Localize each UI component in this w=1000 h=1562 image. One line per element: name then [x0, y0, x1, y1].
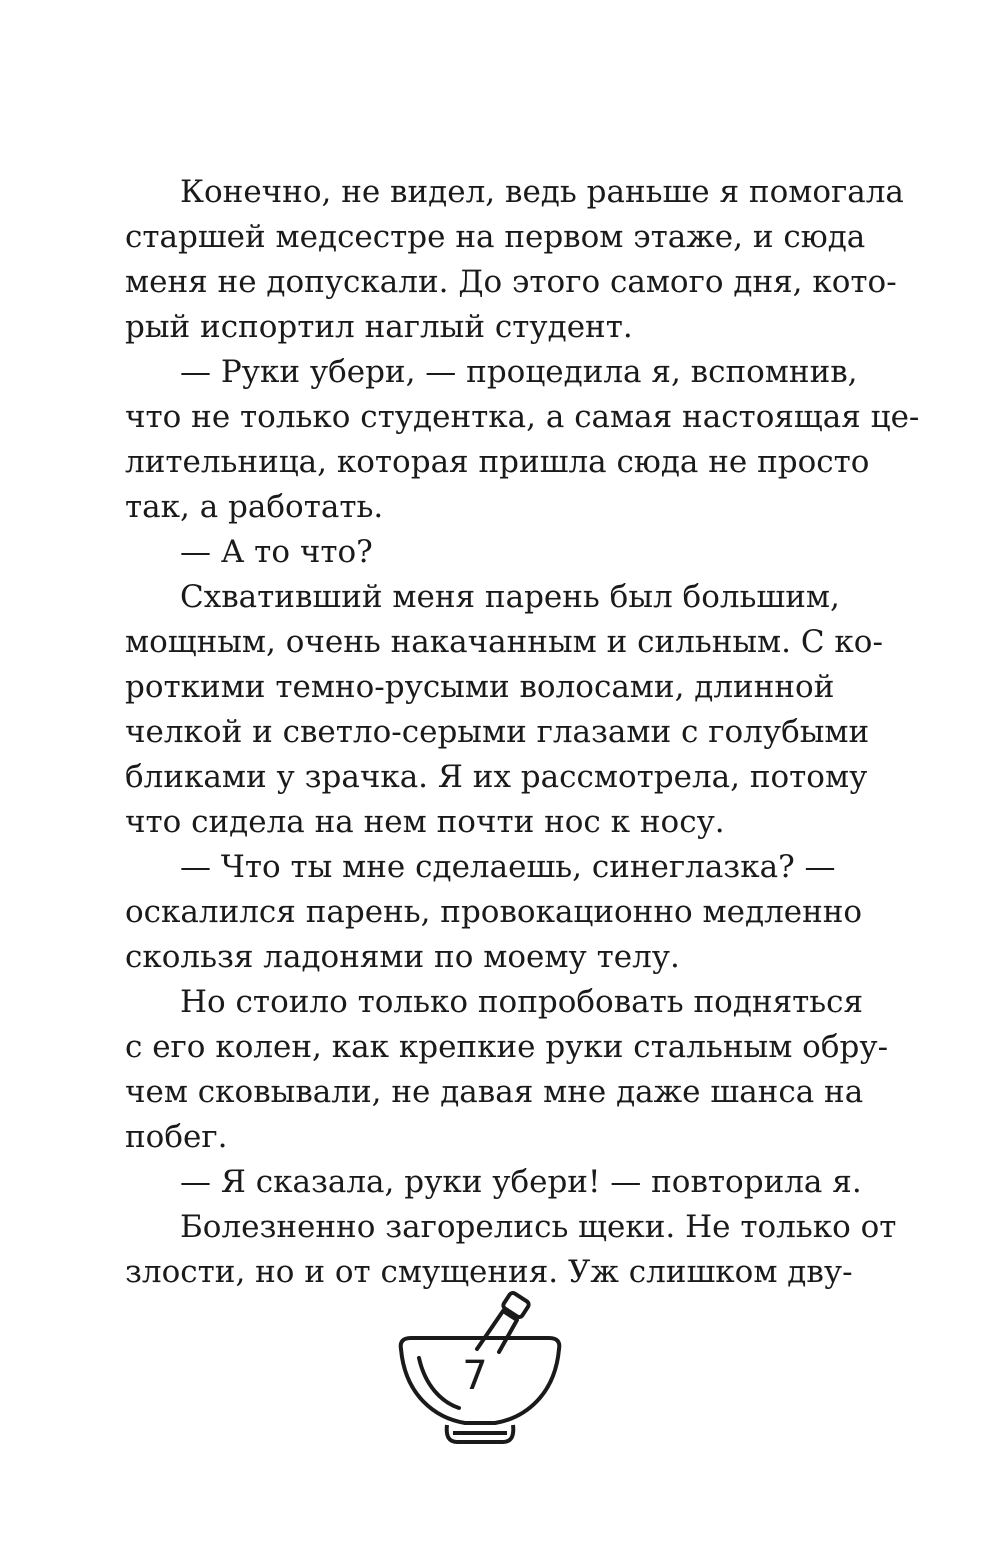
- text-line: что сидела на нем почти нос к носу.: [125, 804, 725, 840]
- text-line: меня не допускали. До этого самого дня, кото-: [125, 264, 897, 300]
- pestle-icon: [477, 1291, 530, 1352]
- text-line: Схвативший меня парень был большим,: [180, 579, 840, 615]
- text-line: побег.: [125, 1119, 228, 1155]
- text-line: Конечно, не видел, ведь раньше я помогала: [180, 174, 904, 210]
- page-number-badge: [395, 1290, 565, 1450]
- text-line: Но стоило только попробовать подняться: [180, 984, 864, 1020]
- mortar-and-pestle-icon: [395, 1290, 565, 1450]
- text-line: рый испортил наглый студент.: [125, 309, 633, 345]
- text-line: что не только студентка, а самая настоящая це-: [125, 399, 920, 435]
- text-line: скользя ладонями по моему телу.: [125, 939, 680, 975]
- text-line: — Руки убери, — процедила я, вспомнив,: [180, 354, 858, 390]
- text-line: — Что ты мне сделаешь, синеглазка? —: [180, 849, 836, 885]
- text-line: Болезненно загорелись щеки. Не только от: [180, 1209, 897, 1245]
- text-line: челкой и светло-серыми глазами с голубыми: [125, 714, 870, 750]
- text-line: лительница, которая пришла сюда не просто: [125, 444, 870, 480]
- text-line: так, а работать.: [125, 489, 384, 525]
- text-line: — А то что?: [180, 534, 373, 570]
- text-line: бликами у зрачка. Я их рассмотрела, потому: [125, 759, 868, 795]
- text-line: мощным, очень накачанным и сильным. С ко-: [125, 624, 883, 660]
- text-line: роткими темно-русыми волосами, длинной: [125, 669, 835, 705]
- page-body-text: [125, 170, 920, 1295]
- text-line: старшей медсестре на первом этаже, и сюда: [125, 219, 866, 255]
- text-line: с его колен, как крепкие руки стальным обру-: [125, 1029, 889, 1065]
- text-line: чем сковывали, не давая мне даже шанса на: [125, 1074, 864, 1110]
- text-line: — Я сказала, руки убери! — повторила я.: [180, 1164, 862, 1200]
- text-line: злости, но и от смущения. Уж слишком дву-: [125, 1254, 853, 1290]
- text-line: оскалился парень, провокационно медленно: [125, 894, 863, 930]
- page-number: 7: [462, 1353, 488, 1399]
